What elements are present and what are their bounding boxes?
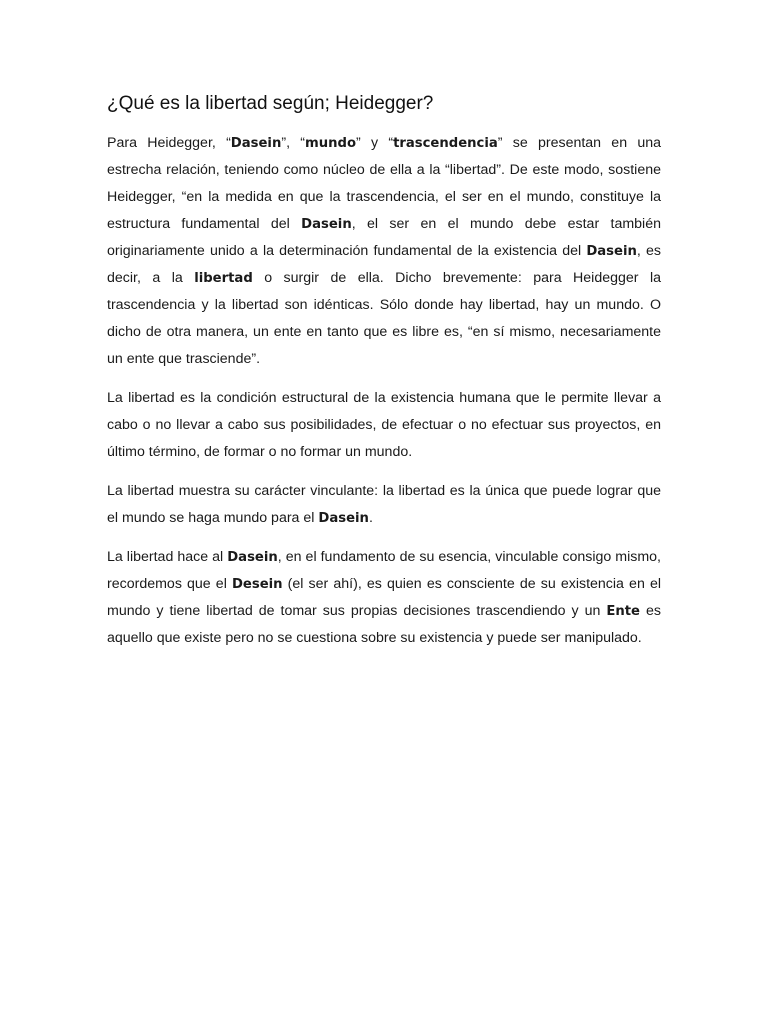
text-run: , en el fundamento de su esencia, vinculable consigo mismo, recordemos que el <box>107 549 662 592</box>
text-run: ” se presentan en una estrecha relación, teniendo como núcleo de ella a la “libertad”. De este modo, sostiene Heidegger, “en la medida en que la trascendencia, el ser en el mundo, constituye la estructura fundamental del <box>107 135 661 232</box>
paragraph-4 <box>107 544 661 652</box>
paragraph-3 <box>107 478 661 532</box>
bold-term: libertad <box>194 271 253 286</box>
bold-term: Dasein <box>301 217 352 232</box>
text-run: ” y “ <box>356 135 394 151</box>
bold-term: mundo <box>305 136 357 151</box>
text-run: , el ser en el mundo debe estar también originariamente unido a la determinación fundamental de la existencia del <box>107 216 661 259</box>
text-run: es aquello que existe pero no se cuestiona sobre su existencia y puede ser manipulado. <box>107 603 661 646</box>
document-page <box>107 92 661 664</box>
text-run: (el ser ahí), es quien es consciente de su existencia en el mundo y tiene libertad de tomar sus propias decisiones trascendiendo y un <box>107 576 661 619</box>
paragraph-1 <box>107 130 661 373</box>
text-run: . <box>368 510 373 526</box>
bold-term: Desein <box>231 577 283 592</box>
bold-term: Dasein <box>227 550 278 565</box>
paragraph-2: La libertad es la condición estructural de la existencia humana que le permite llevar a cabo o no llevar a cabo sus posibilidades, de efectuar o no efectuar sus proyectos, en último término, de formar o no formar un mundo. <box>107 390 661 460</box>
bold-term: Dasein <box>586 244 637 259</box>
bold-term: Dasein <box>318 511 369 526</box>
document-title: ¿Qué es la libertad según; Heidegger? <box>107 93 434 114</box>
text-run: , es decir, a la <box>107 243 661 286</box>
text-run: La libertad hace al <box>107 549 228 565</box>
bold-term: Dasein <box>230 136 282 151</box>
bold-term: Ente <box>606 604 641 619</box>
text-run: ”, “ <box>281 135 305 151</box>
bold-term: trascendencia <box>393 136 498 151</box>
text-run: o surgir de ella. Dicho brevemente: para Heidegger la trascendencia y la libertad son idénticas. Sólo donde hay libertad, hay un mundo. O dicho de otra manera, un ente en tanto que es libre es, “en sí mismo, necesariamente un ente que trasciende”. <box>107 270 661 367</box>
text-run: Para Heidegger, “ <box>107 135 231 151</box>
text-run: La libertad muestra su carácter vinculante: la libertad es la única que puede lograr que el mundo se haga mundo para el <box>107 483 661 526</box>
